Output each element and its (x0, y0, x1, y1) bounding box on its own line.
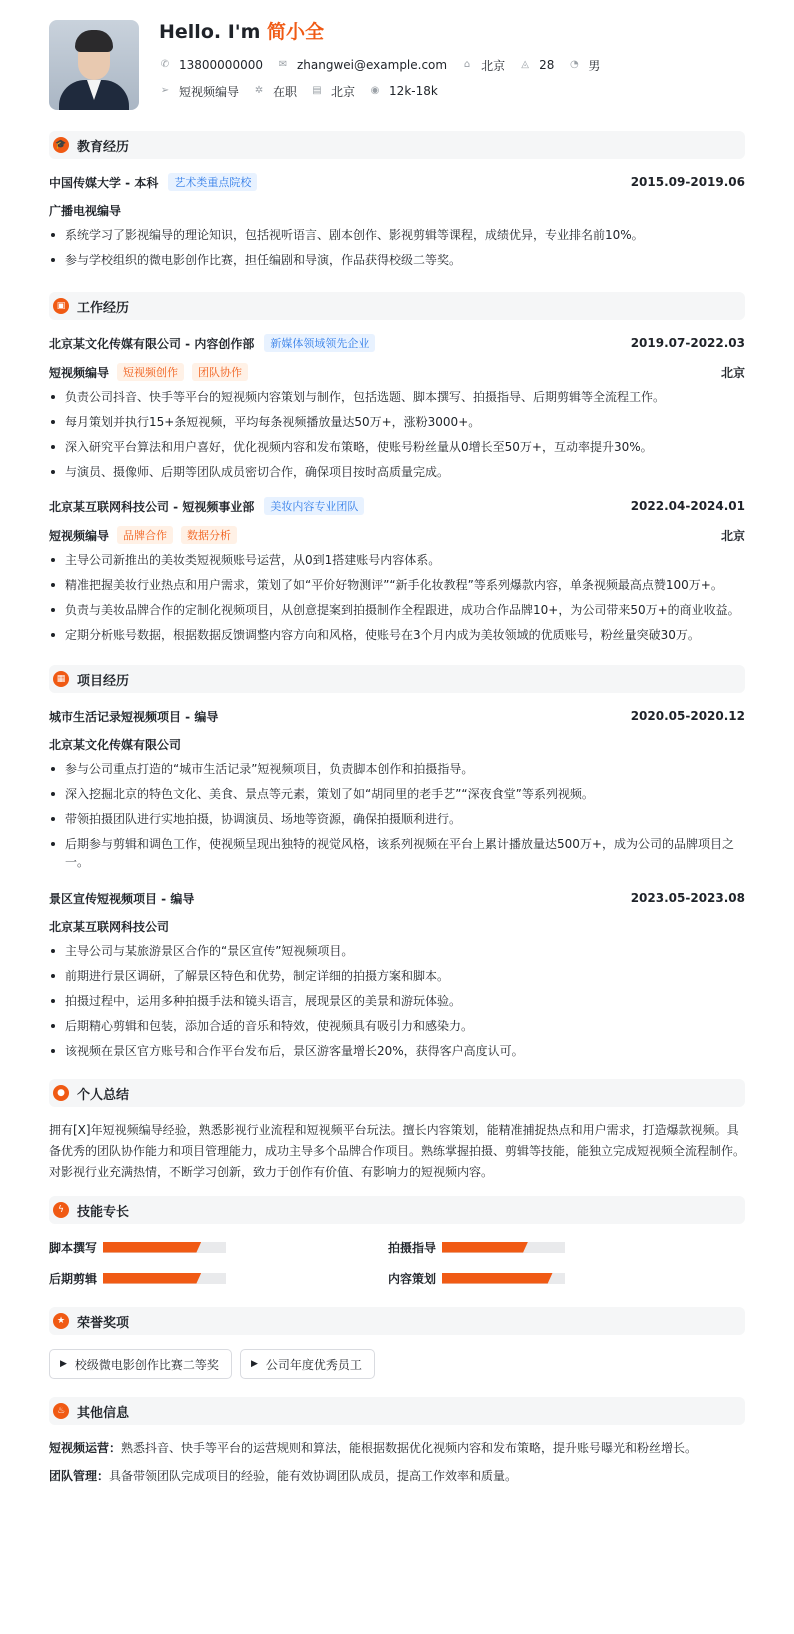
section-other (49, 1397, 745, 1425)
graduation-cap-icon: 🎓 (53, 137, 69, 153)
meta-text: zhangwei@example.com (296, 58, 448, 72)
work-date: 2019.07-2022.03 (630, 336, 745, 350)
section-title-text: 其他信息 (77, 1405, 130, 1421)
work-role-line (49, 526, 745, 544)
skill-bar (442, 1273, 565, 1284)
list-item: 深入挖掘北京的特色文化、美食、景点等元素，策划了如“胡同里的老手艺”“深夜食堂”等系列视频。 (49, 785, 745, 803)
grid-icon: ▦ (53, 671, 69, 687)
skill-bar-fill (103, 1273, 201, 1284)
education-date: 2015.09-2019.06 (630, 175, 745, 189)
meta-item (277, 58, 447, 72)
resume-header (49, 20, 745, 112)
cake-icon: ◬ (521, 59, 529, 70)
meta-text: 短视频编导 (179, 84, 240, 99)
contact-row (159, 57, 614, 73)
salary-icon: ◉ (370, 85, 380, 96)
skill-bar (442, 1242, 565, 1253)
company-tag: 新媒体领域领先企业 (264, 334, 375, 352)
meta-text: 12k-18k (389, 84, 438, 98)
work-list (49, 334, 745, 644)
section-title-text: 项目经历 (77, 673, 130, 689)
work-role: 短视频编导 (49, 528, 110, 543)
school-tag: 艺术类重点院校 (168, 173, 257, 191)
work-entry-head (49, 334, 745, 352)
work-entry-head (49, 497, 745, 515)
skill-name: 脚本撰写 (49, 1240, 98, 1255)
company-tag: 美妆内容专业团队 (264, 497, 364, 515)
honor-text: 校级微电影创作比赛二等奖 (74, 1357, 219, 1372)
section-skills (49, 1196, 745, 1224)
avatar (49, 20, 139, 110)
skill-bar-fill (103, 1242, 201, 1253)
project-entry-head (49, 889, 745, 907)
skill-item (388, 1269, 715, 1287)
project-company-line (49, 735, 745, 753)
section-title-text: 个人总结 (77, 1087, 130, 1103)
skill-tag: 品牌合作 (117, 526, 173, 544)
work-role-left (49, 526, 237, 544)
honors-list (49, 1349, 745, 1379)
meta-text: 北京 (481, 58, 506, 73)
list-item: 负责公司抖音、快手等平台的短视频内容策划与制作，包括选题、脚本撰写、拍摄指导、后期剪辑等全流程工作。 (49, 388, 745, 406)
project-bullets (49, 942, 745, 1060)
list-item: 参与学校组织的微电影创作比赛，担任编剧和导演，作品获得校级二等奖。 (49, 251, 745, 269)
meta-item (369, 84, 438, 98)
list-item: 精准把握美妆行业热点和用户需求，策划了如“平价好物测评”“新手化妆教程”等系列爆款内容，单条视频最高点赞100万+。 (49, 576, 745, 594)
meta-item (159, 58, 263, 72)
section-title-text: 教育经历 (77, 139, 130, 155)
work-role-line (49, 363, 745, 381)
school-name: 中国传媒大学 - 本科 (49, 175, 159, 190)
other-info-line (49, 1467, 745, 1485)
list-item: 负责与美妆品牌合作的定制化视频项目，从创意提案到拍摄制作全程跟进，成功合作品牌10+，为公司带来50万+的商业收益。 (49, 601, 745, 619)
section-title-text: 荣誉奖项 (77, 1315, 130, 1331)
project-title: 景区宣传短视频项目 - 编导 (49, 891, 195, 906)
list-item: 定期分析账号数据，根据数据反馈调整内容方向和风格，使账号在3个月内成为美妆领域的优质账号，粉丝量突破30万。 (49, 626, 745, 644)
meta-text: 28 (539, 58, 555, 72)
skill-item (388, 1238, 715, 1256)
project-title: 城市生活记录短视频项目 - 编导 (49, 709, 219, 724)
skill-tag: 团队协作 (192, 363, 248, 381)
list-item: 主导公司新推出的美妆类短视频账号运营，从0到1搭建账号内容体系。 (49, 551, 745, 569)
skill-tag: 短视频创作 (117, 363, 184, 381)
list-item: 带领拍摄团队进行实地拍摄，协调演员、场地等资源，确保拍摄顺利进行。 (49, 810, 745, 828)
list-item: 每月策划并执行15+条短视频，平均每条视频播放量达50万+，涨粉3000+。 (49, 413, 745, 431)
education-major-line (49, 201, 745, 219)
education-entry-head (49, 173, 745, 191)
skill-name: 拍摄指导 (388, 1240, 437, 1255)
work-city: 北京 (720, 528, 745, 543)
education-bullets (49, 226, 745, 269)
project-date: 2023.05-2023.08 (630, 891, 745, 905)
section-work (49, 292, 745, 320)
meta-item (311, 83, 355, 100)
honor-text: 公司年度优秀员工 (265, 1357, 362, 1372)
skill-item (49, 1269, 388, 1287)
project-company: 北京某文化传媒有限公司 (49, 737, 182, 752)
section-title-text: 工作经历 (77, 300, 130, 316)
building-icon: ▤ (312, 85, 322, 96)
list-item: 参与公司重点打造的“城市生活记录”短视频项目，负责脚本创作和拍摄指导。 (49, 760, 745, 778)
skill-bar-fill (442, 1273, 553, 1284)
medal-icon: ★ (53, 1313, 69, 1329)
send-icon: ➢ (160, 85, 170, 96)
other-info-list (49, 1439, 745, 1485)
mail-icon: ✉ (278, 59, 288, 70)
list-item: 后期参与剪辑和调色工作，使视频呈现出独特的视觉风格，该系列视频在平台上累计播放量达500万+，成为公司的品牌项目之一。 (49, 835, 745, 871)
list-item: 系统学习了影视编导的理论知识，包括视听语言、剧本创作、影视剪辑等课程，成绩优异，专业排名前10%。 (49, 226, 745, 244)
skill-tag: 数据分析 (181, 526, 237, 544)
education-major: 广播电视编导 (49, 203, 122, 218)
other-info-line (49, 1439, 745, 1457)
project-bullets (49, 760, 745, 871)
skill-name: 后期剪辑 (49, 1271, 98, 1286)
other-info-key: 短视频运营： (49, 1441, 122, 1455)
meta-text: 北京 (331, 84, 356, 99)
work-entry-left (49, 334, 375, 352)
skill-bar (103, 1242, 226, 1253)
work-city: 北京 (720, 365, 745, 380)
list-item: 后期精心剪辑和包装，添加合适的音乐和特效，使视频具有吸引力和感染力。 (49, 1017, 745, 1035)
greeting-text: Hello. I'm (159, 21, 267, 43)
candidate-name: 简小全 (267, 21, 325, 43)
skill-bar (103, 1273, 226, 1284)
honor-item[interactable] (240, 1349, 375, 1379)
work-role: 短视频编导 (49, 365, 110, 380)
phone-icon: ✆ (160, 59, 170, 70)
greeting-title (159, 20, 614, 44)
play-icon: ▶ (60, 1359, 67, 1369)
other-info-key: 团队管理： (49, 1469, 110, 1483)
section-projects (49, 665, 745, 693)
company-name: 北京某文化传媒有限公司 - 内容创作部 (49, 336, 255, 351)
user-icon: ● (53, 1085, 69, 1101)
skill-name: 内容策划 (388, 1271, 437, 1286)
meta-item (461, 57, 505, 74)
company-name: 北京某互联网科技公司 - 短视频事业部 (49, 499, 255, 514)
list-item: 与演员、摄像师、后期等团队成员密切合作，确保项目按时高质量完成。 (49, 463, 745, 481)
section-title-text: 技能专长 (77, 1204, 130, 1220)
section-honors (49, 1307, 745, 1335)
home-icon: ⌂ (463, 59, 471, 70)
work-role-left (49, 363, 248, 381)
work-entry-left (49, 497, 364, 515)
meta-text: 13800000000 (179, 58, 263, 72)
meta-text: 男 (588, 58, 601, 73)
bolt-icon: ϟ (53, 1202, 69, 1218)
gender-icon: ◔ (570, 59, 579, 70)
section-summary (49, 1079, 745, 1107)
project-entry-head (49, 707, 745, 725)
meta-item (519, 58, 554, 72)
summary-text: 拥有[X]年短视频编导经验，熟悉影视行业流程和短视频平台玩法。擅长内容策划，能精准捕捉热点和用户需求，打造爆款视频。具备优秀的团队协作能力和项目管理能力，成功主导多个品牌合作项目。熟练掌握拍摄、剪辑等技能，能独立完成短视频全流程制作。对影视行业充满热情，不断学习创新，致力于创作有价值、有影响力的短视频内容。 (49, 1123, 746, 1179)
play-icon: ▶ (250, 1359, 258, 1369)
other-info-value: 具备带领团队完成项目的经验，能有效协调团队成员，提高工作效率和质量。 (109, 1469, 518, 1483)
flame-icon: ♨ (53, 1403, 69, 1419)
list-item: 前期进行景区调研，了解景区特色和优势，制定详细的拍摄方案和脚本。 (49, 967, 745, 985)
project-list (49, 707, 745, 1060)
briefcase-icon: ▣ (53, 298, 69, 314)
list-item: 拍摄过程中，运用多种拍摄手法和镜头语言，展现景区的美景和游玩体验。 (49, 992, 745, 1010)
section-education (49, 131, 745, 159)
list-item: 深入研究平台算法和用户喜好，优化视频内容和发布策略，使账号粉丝量从0增长至50万+，互动率提升30%。 (49, 438, 745, 456)
list-item: 该视频在景区官方账号和合作平台发布后，景区游客量增长20%，获得客户高度认可。 (49, 1042, 745, 1060)
meta-item (253, 83, 297, 100)
work-date: 2022.04-2024.01 (630, 499, 745, 513)
project-company-line (49, 917, 745, 935)
project-date: 2020.05-2020.12 (630, 709, 745, 723)
other-info-value: 熟悉抖音、快手等平台的运营规则和算法，能根据数据优化视频内容和发布策略，提升账号曝光和粉丝增长。 (121, 1441, 698, 1455)
meta-item (159, 83, 239, 100)
list-item: 主导公司与某旅游景区合作的“景区宣传”短视频项目。 (49, 942, 745, 960)
honor-item[interactable] (49, 1349, 232, 1379)
meta-text: 在职 (273, 84, 298, 99)
status-icon: ✲ (254, 85, 264, 96)
header-info (159, 20, 614, 112)
meta-item (568, 57, 600, 74)
work-bullets (49, 551, 745, 644)
skills-grid (49, 1238, 745, 1287)
job-intent-row (159, 83, 614, 99)
skill-item (49, 1238, 388, 1256)
work-bullets (49, 388, 745, 481)
project-company: 北京某互联网科技公司 (49, 919, 170, 934)
skill-bar-fill (442, 1242, 528, 1253)
